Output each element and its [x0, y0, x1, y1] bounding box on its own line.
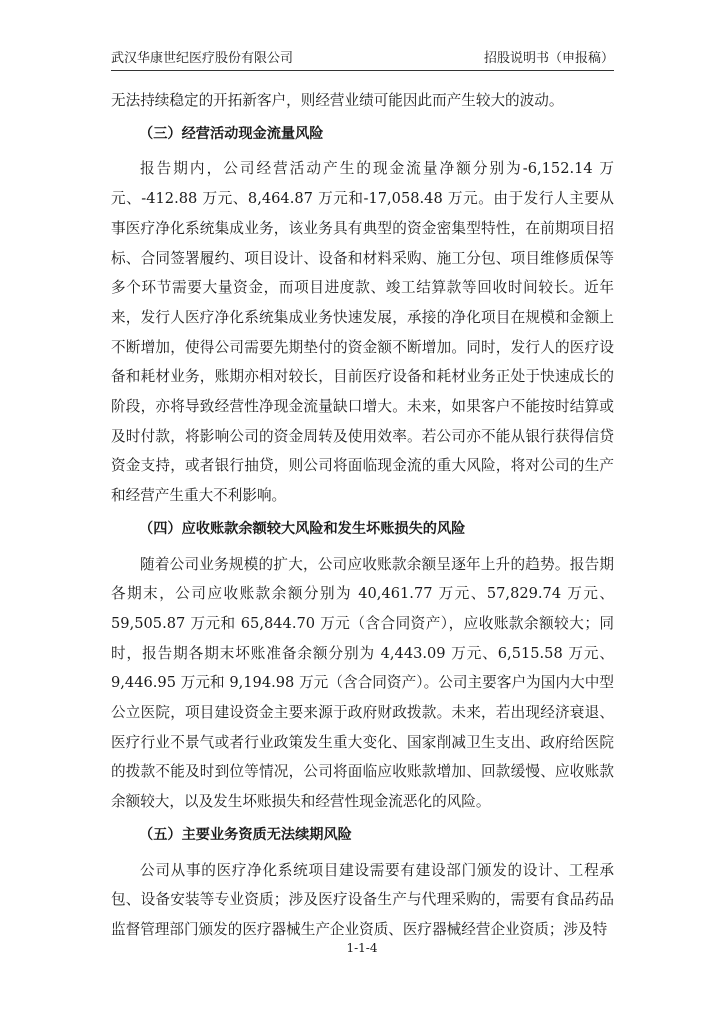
header-company-name: 武汉华康世纪医疗股份有限公司 — [111, 51, 294, 66]
page-header — [111, 49, 614, 69]
section-heading-qualification-risk: （五）主要业务资质无法续期风险 — [139, 826, 352, 843]
header-document-title: 招股说明书（申报稿） — [483, 51, 614, 66]
page-number: 1-1-4 — [346, 941, 378, 955]
section-heading-cash-flow-risk: （三）经营活动现金流量风险 — [139, 125, 324, 142]
section-heading-receivables-risk: （四）应收账款余额较大风险和发生坏账损失的风险 — [139, 520, 466, 537]
page-body — [111, 86, 614, 945]
section-paragraph-cash-flow-risk: 报告期内，公司经营活动产生的现金流量净额分别为-6,152.14 万元、-412.88 万元、8,464.87 万元和-17,058.48 万元。由于发行人主要从事医疗净化系统集成业务，该业务具有典型的资金密集型特性，在前期项目招标、合同签署履约、项目设计、设备和材料采购、施工分包、项目维修质保等多个环节需要大量资金，而项目进度款、竣工结算款等回收时间较长。近年来，发行人医疗净化系统集成业务快速发展，承接的净化项目在规模和金额上不断增加，使得公司需要先期垫付的资金额不断增加。同时，发行人的医疗设备和耗材业务，账期亦相对较长，目前医疗设备和耗材业务正处于快速成长的阶段，亦将导致经营性净现金流量缺口增大。未来，如果客户不能按时结算或及时付款，将影响公司的资金周转及使用效率。若公司亦不能从银行获得信贷资金支持，或者银行抽贷，则公司将面临现金流的重大风险，将对公司的生产和经营产生重大不利影响。 — [111, 160, 614, 505]
section-paragraph-qualification-risk: 公司从事的医疗净化系统项目建设需要有建设部门颁发的设计、工程承包、设备安装等专业资质；涉及医疗设备生产与代理采购的，需要有食品药品监督管理部门颁发的医疗器械生产企业资质、医疗器械经营企业资质；涉及特 — [111, 861, 614, 938]
header-divider — [111, 70, 614, 71]
continued-paragraph: 无法持续稳定的开拓新客户，则经营业绩可能因此而产生较大的波动。 — [111, 92, 564, 109]
section-paragraph-receivables-risk: 随着公司业务规模的扩大，公司应收账款余额呈逐年上升的趋势。报告期各期末，公司应收账款余额分别为 40,461.77 万元、57,829.74 万元、59,505.87 万元和 65,844.70 万元（含合同资产），应收账款余额较大；同时，报告期各期末坏账准备余额分别为 4,443.09 万元、6,515.58 万元、9,446.95 万元和 9,194.98 万元（含合同资产）。公司主要客户为国内大中型公立医院，项目建设资金主要来源于政府财政拨款。未来，若出现经济衰退、医疗行业不景气或者行业政策发生重大变化、国家削减卫生支出、政府给医院的拨款不能及时到位等情况，公司将面临应收账款增加、回款缓慢、应收账款余额较大，以及发生坏账损失和经营性现金流恶化的风险。 — [111, 555, 614, 811]
